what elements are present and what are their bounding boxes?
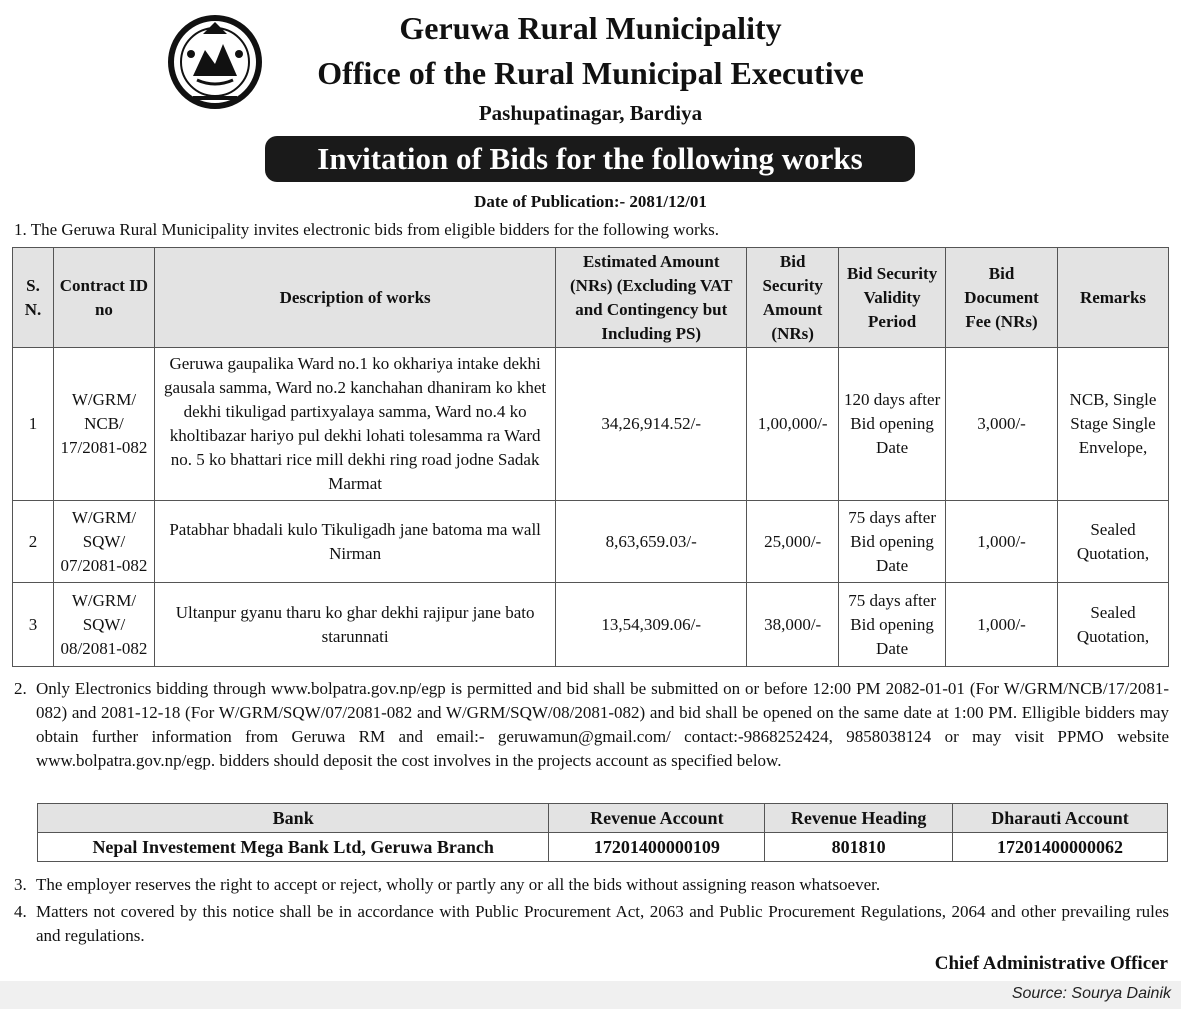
notice-header <box>0 0 1181 211</box>
source-bar <box>0 981 1181 1009</box>
office-name: Office of the Rural Municipal Executive <box>317 55 864 91</box>
works-table <box>12 247 1169 667</box>
cell-fee: 1,000/- <box>946 501 1058 583</box>
table-header-row <box>13 248 1169 348</box>
paragraph-3 <box>14 873 1169 897</box>
cell-description: Geruwa gaupalika Ward no.1 ko okhariya intake dekhi gausala samma, Ward no.2 kanchahan dhaniram ko khet dekhi tikuligad partixyalaya samma, Ward no.4 ko kholtibazar hariyo pul dekhi lohati tolesamma ra Ward no. 5 ko bhattari rice mill dekhi ring road jodne Sadak Marmat <box>154 348 555 501</box>
cell-security: 38,000/- <box>747 583 839 667</box>
header-revenue-account: Revenue Account <box>549 804 765 833</box>
paragraph-text: Only Electronics bidding through www.bolpatra.gov.np/egp is permitted and bid shall be submitted on or before 12:00 PM 2082-01-01 (For W/GRM/NCB/17/2081-082) and 2081-12-18 (For W/GRM/SQW/07/2081-082 and W/GRM/SQW/08/2081-082) and bid shall be opened on the same date at 1:00 PM. Elligible bidders may obtain further information from Geruwa RM and email:- geruwamun@gmail.com/ contact:-9868252424, 9858038124 or may visit PPMO website www.bolpatra.gov.np/egp. bidders should deposit the cost involves in the projects account as specified below. <box>36 679 1169 770</box>
cell-revenue-heading: 801810 <box>765 833 953 862</box>
header-validity: Bid Security Validity Period <box>839 248 946 348</box>
cell-estimated: 8,63,659.03/- <box>556 501 747 583</box>
cell-validity: 75 days after Bid opening Date <box>839 583 946 667</box>
cell-remarks: Sealed Quotation, <box>1058 501 1169 583</box>
cell-security: 1,00,000/- <box>747 348 839 501</box>
bank-header-row <box>38 804 1168 833</box>
publication-date: Date of Publication:- 2081/12/01 <box>474 192 707 211</box>
signature: Chief Administrative Officer <box>934 953 1168 974</box>
header-remarks: Remarks <box>1058 248 1169 348</box>
header-description: Description of works <box>154 248 555 348</box>
header-estimated: Estimated Amount (NRs) (Excluding VAT and Contingency but Including PS) <box>556 248 747 348</box>
cell-contract: W/GRM/ NCB/ 17/2081-082 <box>53 348 154 501</box>
cell-sn: 3 <box>13 583 54 667</box>
table-row <box>13 348 1169 501</box>
cell-bank: Nepal Investement Mega Bank Ltd, Geruwa Branch <box>38 833 549 862</box>
office-address: Pashupatinagar, Bardiya <box>478 101 703 125</box>
bank-table <box>37 803 1168 862</box>
cell-sn: 1 <box>13 348 54 501</box>
paragraph-text: Matters not covered by this notice shall be in accordance with Public Procurement Act, 2063 and Public Procurement Regulations, 2064 and other prevailing rules and regulations. <box>36 902 1169 945</box>
cell-revenue-account: 17201400000109 <box>549 833 765 862</box>
bank-row <box>38 833 1168 862</box>
header-fee: Bid Document Fee (NRs) <box>946 248 1058 348</box>
source-credit: Source: Sourya Dainik <box>1011 985 1171 1002</box>
cell-validity: 75 days after Bid opening Date <box>839 501 946 583</box>
cell-remarks: NCB, Single Stage Single Envelope, <box>1058 348 1169 501</box>
header-revenue-heading: Revenue Heading <box>765 804 953 833</box>
municipality-name: Geruwa Rural Municipality <box>399 10 782 46</box>
header-contract: Contract ID no <box>53 248 154 348</box>
paragraph-4 <box>14 900 1169 948</box>
notice-banner: Invitation of Bids for the following works <box>265 136 915 182</box>
cell-sn: 2 <box>13 501 54 583</box>
cell-description: Patabhar bhadali kulo Tikuligadh jane batoma ma wall Nirman <box>154 501 555 583</box>
cell-dharauti-account: 17201400000062 <box>953 833 1168 862</box>
table-row <box>13 583 1169 667</box>
cell-fee: 1,000/- <box>946 583 1058 667</box>
paragraph-number: 3. <box>14 875 27 894</box>
paragraph-number: 2. <box>14 679 27 698</box>
paragraph-text: The employer reserves the right to accept or reject, wholly or partly any or all the bids without assigning reason whatsoever. <box>36 875 881 894</box>
paragraph-number: 4. <box>14 902 27 921</box>
cell-estimated: 13,54,309.06/- <box>556 583 747 667</box>
table-row <box>13 501 1169 583</box>
paragraph-1: 1. The Geruwa Rural Municipality invites electronic bids from eligible bidders for the following works. <box>14 220 720 239</box>
header-sn: S. N. <box>13 248 54 348</box>
paragraph-2 <box>14 677 1169 773</box>
cell-contract: W/GRM/ SQW/ 08/2081-082 <box>53 583 154 667</box>
cell-estimated: 34,26,914.52/- <box>556 348 747 501</box>
header-security: Bid Security Amount (NRs) <box>747 248 839 348</box>
cell-remarks: Sealed Quotation, <box>1058 583 1169 667</box>
cell-contract: W/GRM/ SQW/ 07/2081-082 <box>53 501 154 583</box>
header-dharauti-account: Dharauti Account <box>953 804 1168 833</box>
cell-fee: 3,000/- <box>946 348 1058 501</box>
cell-security: 25,000/- <box>747 501 839 583</box>
header-bank: Bank <box>38 804 549 833</box>
cell-validity: 120 days after Bid opening Date <box>839 348 946 501</box>
cell-description: Ultanpur gyanu tharu ko ghar dekhi rajipur jane bato starunnati <box>154 583 555 667</box>
